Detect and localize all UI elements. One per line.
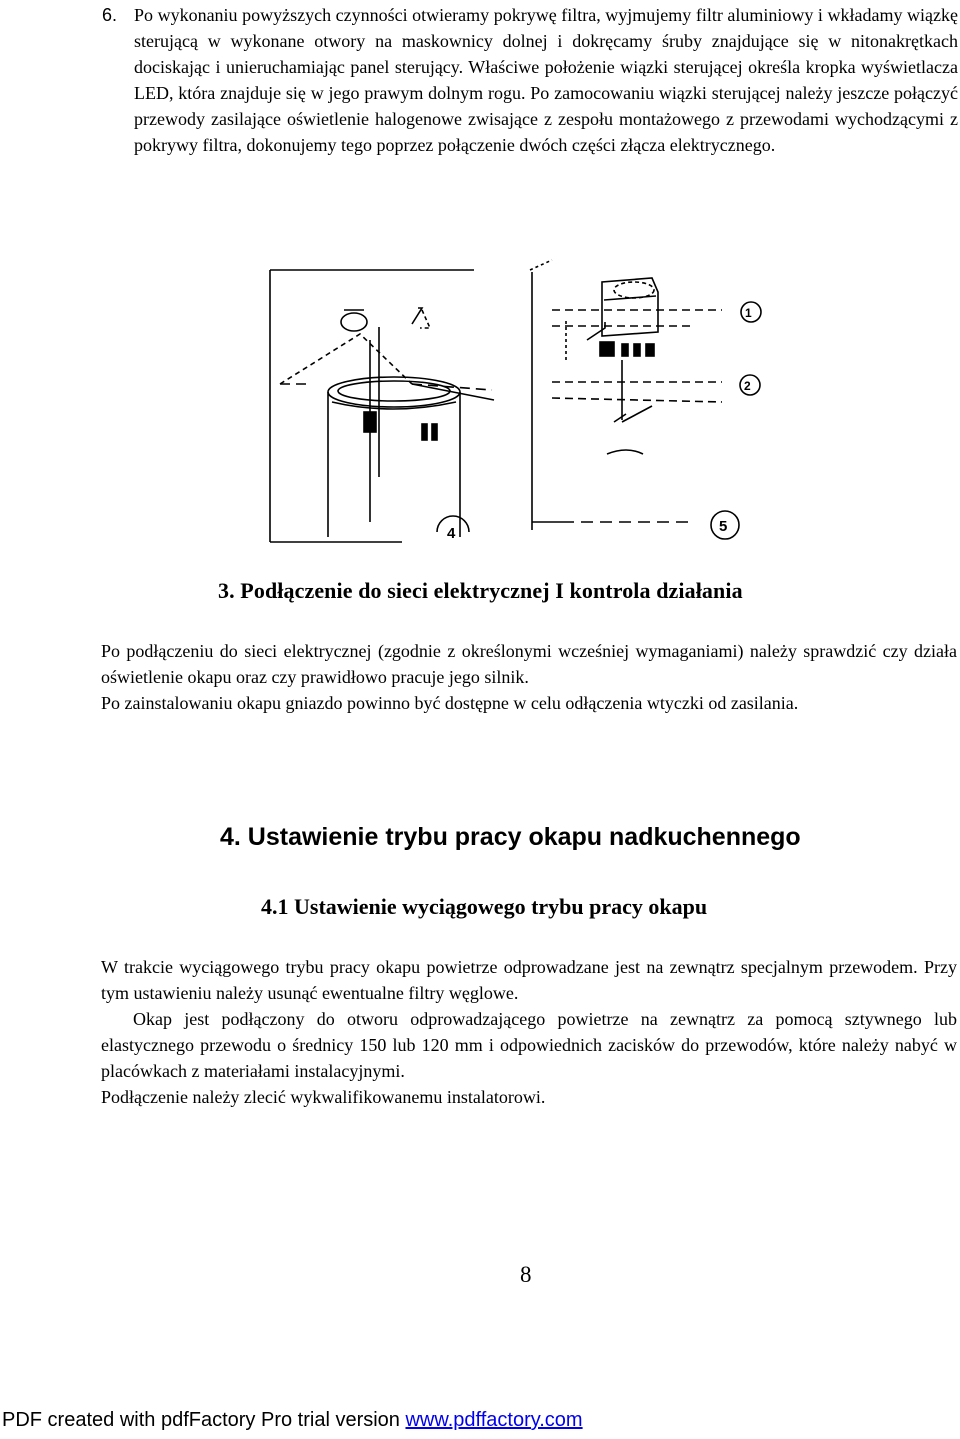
item-number: 6. <box>102 5 118 25</box>
svg-text:1: 1 <box>745 306 752 320</box>
svg-text:2: 2 <box>744 379 751 393</box>
figure-label-5: 5 <box>719 518 728 535</box>
section-3-paragraph-1: Po podłączeniu do sieci elektrycznej (zgodnie z określonymi wcześniej wymaganiami) należy sprawdzić czy działa oświetlenie okapu oraz czy prawidłowo pracuje jego silnik. <box>101 641 957 687</box>
section-4-paragraph-2: Okap jest podłączony do otworu odprowadzającego powietrze na zewnątrz za pomocą sztywnego lub elastycznego przewodu o średnicy 150 lub 120 mm i odpowiednich zacisków do przewodów, które należy nabyć w placówkach z materiałami instalacyjnymi. <box>101 1009 957 1081</box>
footer-text: PDF created with pdfFactory Pro trial version <box>2 1409 406 1431</box>
section-4-heading: 4. Ustawienie trybu pracy okapu nadkuchennego <box>220 823 801 851</box>
section-4-paragraph-1: W trakcie wyciągowego trybu pracy okapu powietrze odprowadzane jest na zewnątrz specjalnym przewodem. Przy tym ustawieniu należy usunąć ewentualne filtry węglowe. <box>101 957 957 1003</box>
installation-figure <box>262 252 802 552</box>
item-text: Po wykonaniu powyższych czynności otwieramy pokrywę filtra, wyjmujemy filtr aluminiowy i wkładamy wiązkę sterującą w wykonane otwory na maskownicy dolnej i dokręcamy śruby znajdujące się w nitonakrętkach dociskając i unieruchamiając panel sterujący. Właściwe położenie wiązki sterującej określa kropka wyświetlacza LED, która znajduje się w jego prawym dolnym rogu. Po zamocowaniu wiązki sterującej należy jeszcze połączyć przewody zasilające oświetlenie halogenowe zwisające z zespołu montażowego z przewodami wychodzącymi z pokrywy filtra, dokonujemy tego poprzez połączenie dwóch części złącza elektrycznego. <box>134 5 958 155</box>
pdf-footer <box>2 1409 583 1432</box>
section-4-1-heading: 4.1 Ustawienie wyciągowego trybu pracy okapu <box>261 894 708 919</box>
installation-diagram <box>262 252 802 552</box>
section-3-paragraph-2: Po zainstalowaniu okapu gniazdo powinno być dostępne w celu odłączenia wtyczki od zasilania. <box>101 693 799 713</box>
section-4-paragraph-3: Podłączenie należy zlecić wykwalifikowanemu instalatorowi. <box>101 1087 546 1107</box>
footer-link[interactable]: www.pdffactory.com <box>405 1409 583 1431</box>
section-6-item <box>100 2 958 158</box>
page-number: 8 <box>520 1262 532 1287</box>
figure-label-4: 4 <box>447 525 456 542</box>
section-3-heading: 3. Podłączenie do sieci elektrycznej I kontrola działania <box>218 578 743 603</box>
